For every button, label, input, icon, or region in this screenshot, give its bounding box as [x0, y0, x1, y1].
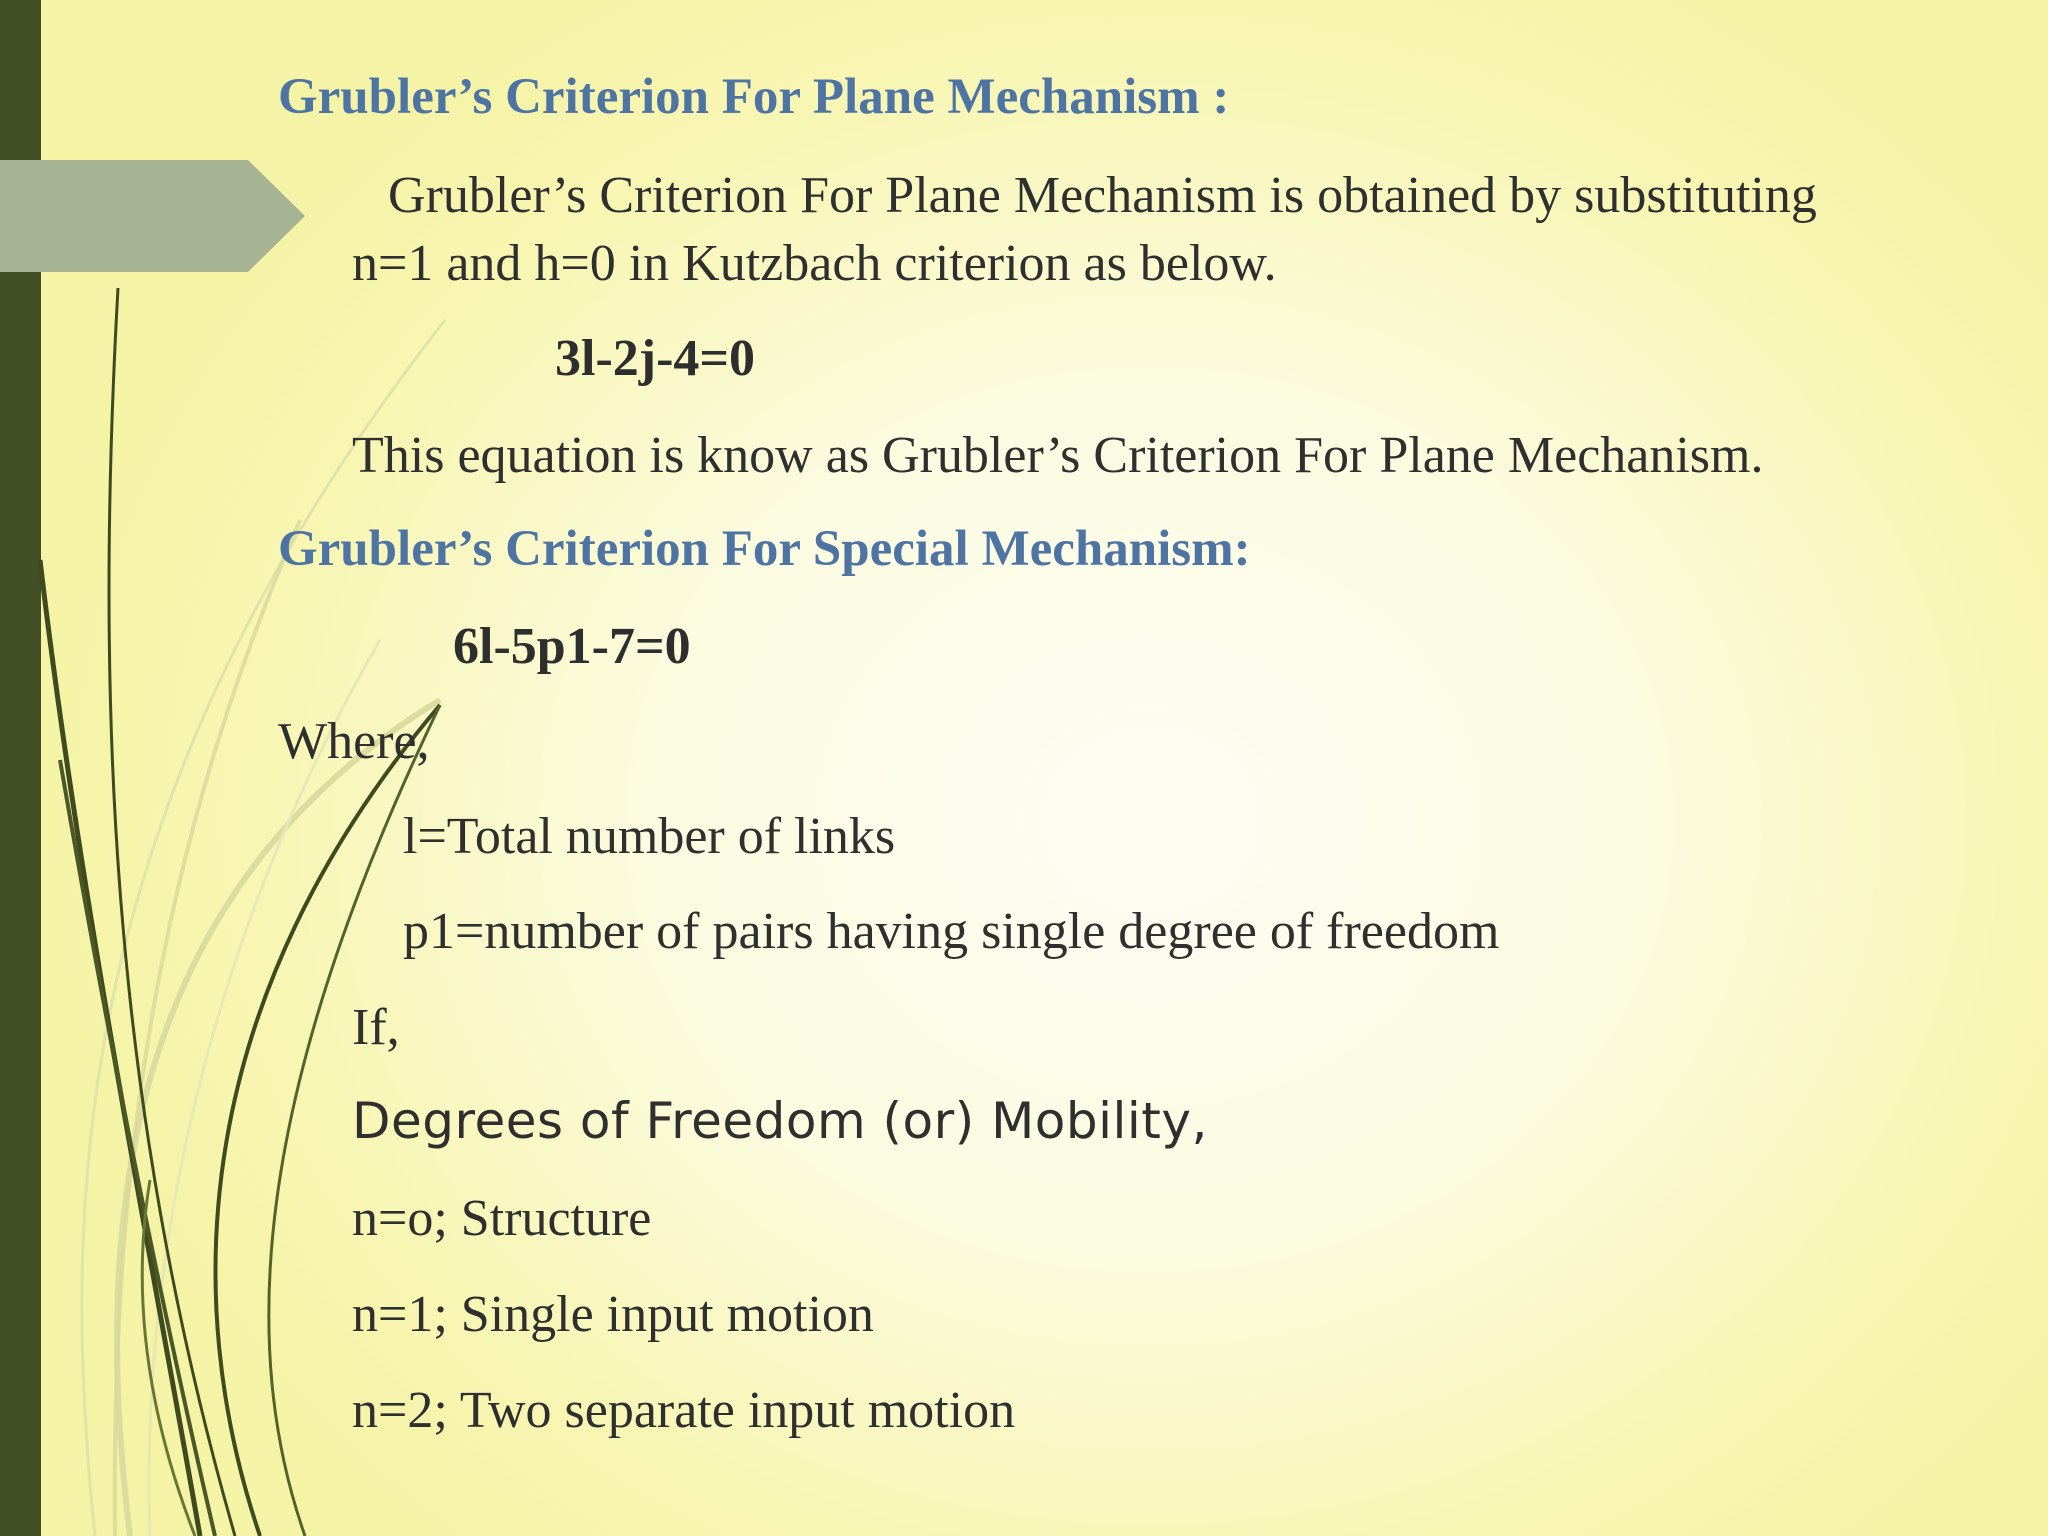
dof-label: Degrees of Freedom (or) Mobility,: [352, 1092, 1208, 1150]
intro-line-1: Grubler’s Criterion For Plane Mechanism is obtained by substituting: [388, 167, 1817, 224]
arrow-tab-shape: [0, 160, 305, 272]
heading-special-mechanism: Grubler’s Criterion For Special Mechanism:: [278, 521, 1251, 577]
formula-plane: 3l-2j-4=0: [555, 330, 756, 387]
case-structure: n=o; Structure: [352, 1190, 652, 1247]
heading-plane-mechanism: Grubler’s Criterion For Plane Mechanism :: [278, 69, 1230, 125]
definition-links: l=Total number of links: [403, 808, 896, 865]
where-label: Where,: [278, 713, 430, 770]
definition-pairs: p1=number of pairs having single degree of freedom: [403, 903, 1500, 960]
formula-special: 6l-5p1-7=0: [453, 618, 691, 675]
if-label: If,: [352, 999, 400, 1056]
intro-line-2: n=1 and h=0 in Kutzbach criterion as below.: [352, 235, 1277, 292]
equation-note: This equation is know as Grubler’s Criterion For Plane Mechanism.: [352, 427, 1764, 484]
case-single-input: n=1; Single input motion: [352, 1286, 874, 1343]
case-two-inputs: n=2; Two separate input motion: [352, 1382, 1016, 1439]
